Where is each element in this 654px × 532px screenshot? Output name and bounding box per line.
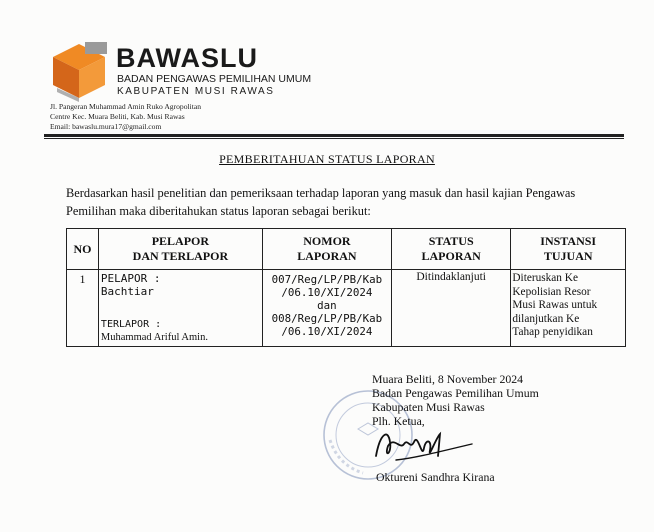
header-divider-thin xyxy=(44,138,624,139)
header-nomor: NOMOR LAPORAN xyxy=(262,229,391,270)
cell-no: 1 xyxy=(67,270,99,347)
org-subtitle: BADAN PENGAWAS PEMILIHAN UMUM xyxy=(117,73,312,85)
signatory-name: Oktureni Sandhra Kirana xyxy=(376,470,495,484)
header-divider xyxy=(44,134,624,137)
intro-paragraph: Berdasarkan hasil penelitian dan pemeriksaan terhadap laporan yang masuk dan hasil kajian Pengawas Pemilihan maka diberitahukan status laporan sebagai berikut: xyxy=(66,186,576,218)
document-title: PEMBERITAHUAN STATUS LAPORAN xyxy=(219,152,435,166)
header-no: NO xyxy=(67,229,99,270)
signature-org: Badan Pengawas Pemilihan Umum xyxy=(372,386,539,400)
header-instansi: INSTANSI TUJUAN xyxy=(511,229,626,270)
org-name: BAWASLU xyxy=(116,43,258,73)
address-line-2: Centre Kec. Muara Beliti, Kab. Musi Rawas xyxy=(50,112,185,121)
signature-role: Plh. Ketua, xyxy=(372,414,425,428)
header-status: STATUS LAPORAN xyxy=(392,229,511,270)
cell-instansi: Diteruskan Ke Kepolisian Resor Musi Rawas untuk dilanjutkan Ke Tahap penyidikan xyxy=(511,270,626,347)
cell-nomor-laporan: 007/Reg/LP/PB/Kab /06.10/XI/2024 dan 008/Reg/LP/PB/Kab /06.10/XI/2024 xyxy=(262,270,391,347)
terlapor-label: TERLAPOR : xyxy=(100,319,162,330)
cell-pelapor-terlapor xyxy=(98,270,262,347)
bawaslu-logo-icon xyxy=(49,40,109,102)
terlapor-name: Muhammad Ariful Amin. xyxy=(100,332,208,343)
handwritten-signature xyxy=(366,420,476,470)
pelapor-name: Bachtiar xyxy=(100,285,154,298)
address-line-1: Jl. Pangeran Muhammad Amin Ruko Agropolitan xyxy=(50,102,202,111)
table-row xyxy=(67,270,626,347)
table-header-row xyxy=(67,229,626,270)
org-region: KABUPATEN MUSI RAWAS xyxy=(117,86,275,97)
status-table xyxy=(66,228,626,347)
signature-place-date: Muara Beliti, 8 November 2024 xyxy=(372,372,524,386)
signature-region: Kabupaten Musi Rawas xyxy=(372,400,485,414)
header-pelapor: PELAPOR DAN TERLAPOR xyxy=(98,229,262,270)
cell-status: Ditindaklanjuti xyxy=(392,270,511,347)
pelapor-label: PELAPOR : xyxy=(100,272,161,285)
email-line: Email: bawaslu.mura17@gmail.com xyxy=(50,122,162,131)
